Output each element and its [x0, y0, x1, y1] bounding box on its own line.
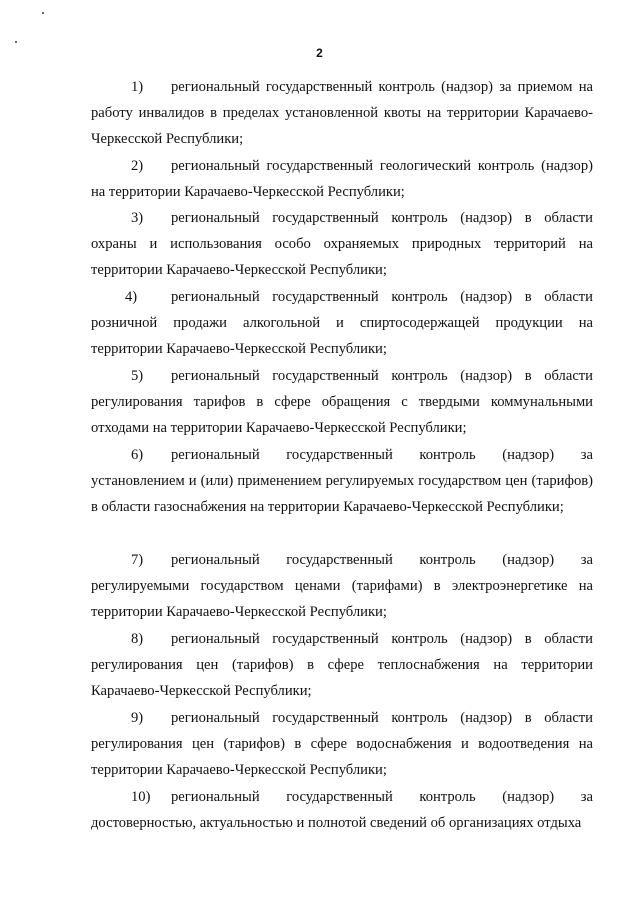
list-item — [91, 74, 593, 152]
item-number: 8) — [131, 631, 144, 647]
scan-speck — [15, 41, 17, 43]
item-text: региональный государственный контроль (надзор) за регулируемыми государством ценами (тарифами) в электроэнергетике на территории Карачаево-Черкесской Республики; — [91, 552, 593, 620]
list-item — [91, 442, 593, 520]
item-number: 9) — [131, 710, 144, 726]
list-item — [91, 205, 593, 283]
list-item — [91, 784, 593, 836]
list-item — [91, 363, 593, 441]
list-item — [91, 547, 593, 625]
item-number: 7) — [131, 552, 144, 568]
item-number: 10) — [131, 789, 151, 805]
list-item — [91, 705, 593, 783]
item-text: региональный государственный контроль (надзор) за установлением и (или) применением регулируемых государством цен (тарифов) в области газоснабжения на территории Карачаево-Черкесской Республики; — [91, 447, 593, 515]
item-text: региональный государственный контроль (надзор) в области регулирования цен (тарифов) в сфере теплоснабжения на территории Карачаево-Черкесской Республики; — [91, 631, 593, 699]
item-text: региональный государственный контроль (надзор) в области охраны и использования особо охраняемых природных территорий на территории Карачаево-Черкесской Республики; — [91, 210, 593, 278]
scan-speck — [42, 12, 44, 14]
list-item — [91, 284, 593, 362]
list-item — [91, 626, 593, 704]
page-number: 2 — [316, 46, 323, 60]
item-number: 4) — [125, 289, 138, 305]
item-number: 3) — [131, 210, 144, 226]
item-text: региональный государственный контроль (надзор) за достоверностью, актуальностью и полнотой сведений об организациях отдыха — [91, 789, 593, 831]
item-number: 5) — [131, 368, 144, 384]
item-number: 2) — [131, 158, 144, 174]
item-text: региональный государственный контроль (надзор) за приемом на работу инвалидов в пределах установленной квоты на территории Карачаево-Черкесской Республики; — [91, 79, 593, 147]
item-text: региональный государственный контроль (надзор) в области регулирования тарифов в сфере обращения с твердыми коммунальными отходами на территории Карачаево-Черкесской Республики; — [91, 368, 593, 436]
item-number: 1) — [131, 79, 144, 95]
item-number: 6) — [131, 447, 144, 463]
item-text: региональный государственный геологический контроль (надзор) на территории Карачаево-Черкесской Республики; — [91, 158, 593, 200]
list-item — [91, 153, 593, 205]
item-text: региональный государственный контроль (надзор) в области розничной продажи алкогольной и спиртосодержащей продукции на территории Карачаево-Черкесской Республики; — [91, 289, 593, 357]
item-text: региональный государственный контроль (надзор) в области регулирования цен (тарифов) в сфере водоснабжения и водоотведения на территории Карачаево-Черкесской Республики; — [91, 710, 593, 778]
